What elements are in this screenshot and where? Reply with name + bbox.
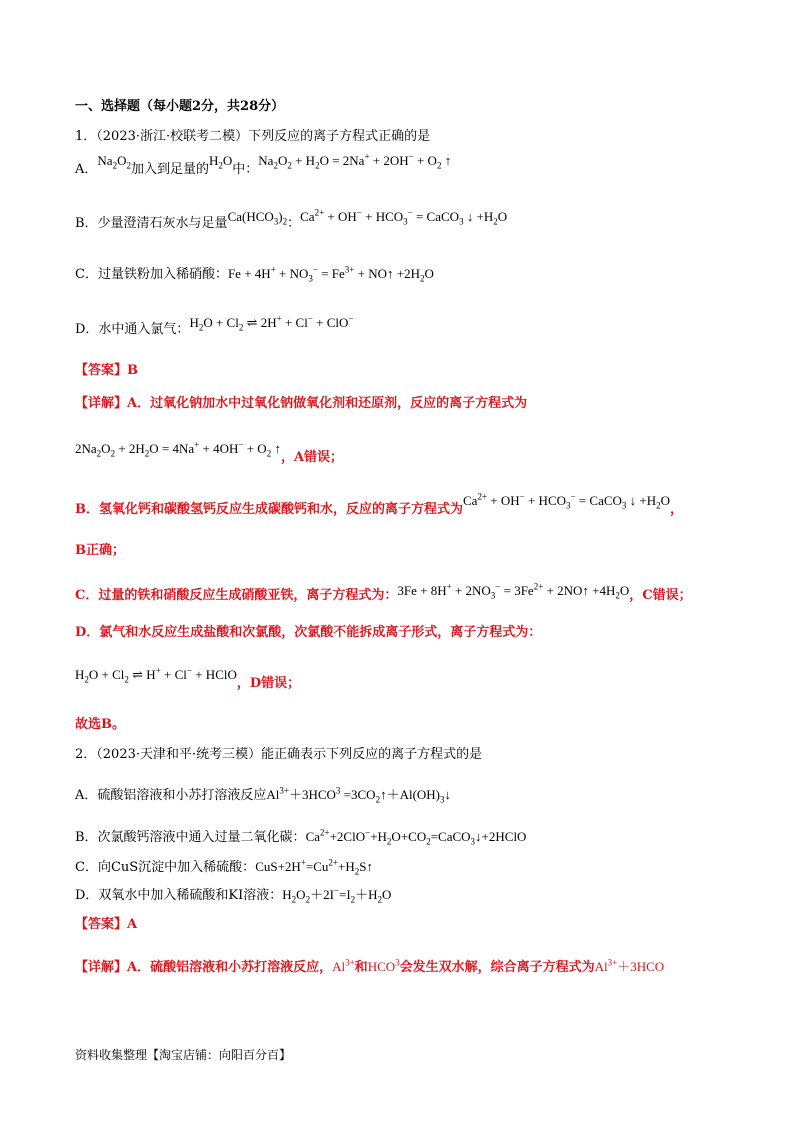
q2-option-c: C．向CuS沉淀中加入稀硫酸：$CuS+2H^+=Cu^{2+}+H_2S↑$: [75, 857, 373, 877]
q2-answer: 【答案】A: [75, 917, 138, 932]
q1-option-c: C．过量铁粉加入稀硝酸：$Fe + 4H^+ + NO_3^- = Fe^{3+}$ + NO↑ $+2H_2O$: [75, 264, 434, 284]
footer: 资料收集整理【淘宝店铺：向阳百分百】: [75, 1048, 292, 1062]
q1-detail-b-correct: B正确；: [75, 543, 125, 558]
q1-detail-c: C．过量的铁和硝酸反应生成硝酸亚铁，离子方程式为：$3Fe + 8H^+ + 2NO_3^- = 3Fe^{2+}$ + 2NO↑ $+4H_2O$，C错误；: [75, 581, 692, 603]
q1-option-b: B．少量澄清石灰水与足量$Ca(HCO_3)_2$：$Ca^{2+} + OH^- + HCO_3^-$ = CaCO$_3$ ↓ $+H_2O$: [75, 207, 508, 231]
q1-answer: 【答案】B: [75, 363, 138, 378]
q1-detail-a-equation: $2Na_2O_2 + 2H_2O = 4Na^+ + 4OH^- + O_2$ ↑，A错误；: [75, 439, 344, 465]
q2-option-d: D．双氧水中加入稀硫酸和KI溶液：$H_2O_2+2I^-=I_2+H_2O$: [75, 885, 392, 905]
q1-detail-b: B．氢氧化钙和碳酸氢钙反应生成碳酸钙和水，反应的离子方程式为$Ca^{2+} + OH^- + HCO_3^-$ = CaCO$_3$ ↓ $+H_2O$，: [75, 491, 684, 517]
q1-choose: 故选B。: [75, 717, 125, 732]
section-title: 一、选择题（每小题2分，共28分）: [75, 99, 285, 114]
question-2-stem: 2．（2023·天津和平·统考三模）能正确表示下列反应的离子方程式的是: [75, 747, 483, 762]
question-1-stem: 1．（2023·浙江·校联考二模）下列反应的离子方程式正确的是: [75, 129, 431, 144]
q1-detail-d: D．氯气和水反应生成盐酸和次氯酸，次氯酸不能拆成离子形式，离子方程式为：: [75, 625, 542, 640]
q2-option-b: B．次氯酸钙溶液中通入过量二氧化碳：$Ca^{2+}+2ClO^-+H_2O+CO_2=CaCO_3↓+2HClO$: [75, 827, 527, 847]
q2-option-a: A．硫酸铝溶液和小苏打溶液反应$Al^{3+}+3HCO^3$ $=3CO_2↑+Al(OH)_3↓$: [75, 785, 451, 805]
q2-detail-a: 【详解】A．硫酸铝溶液和小苏打溶液反应，$Al^{3+}$和HCO$^3$会发生双水解，综合离子方程式为$Al^{3+}+3HCO$: [75, 957, 665, 975]
q1-detail-a: 【详解】A．过氧化钠加水中过氧化钠做氧化剂和还原剂，反应的离子方程式为: [75, 396, 528, 411]
q1-option-d: D．水中通入氯气：$H_2O + Cl_2$ ⇌ 2H+ + Cl− + ClO−: [75, 313, 354, 337]
q1-option-a: A．$Na_2O_2$加入到足量的$H_2O$中：$Na_2O_2 + H_2O = 2Na^+ + 2OH^- + O_2$ ↑: [75, 151, 452, 177]
q1-detail-d-equation: $H_2O + Cl_2$ ⇌ H+ + Cl− + HClO，D错误；: [75, 665, 301, 691]
